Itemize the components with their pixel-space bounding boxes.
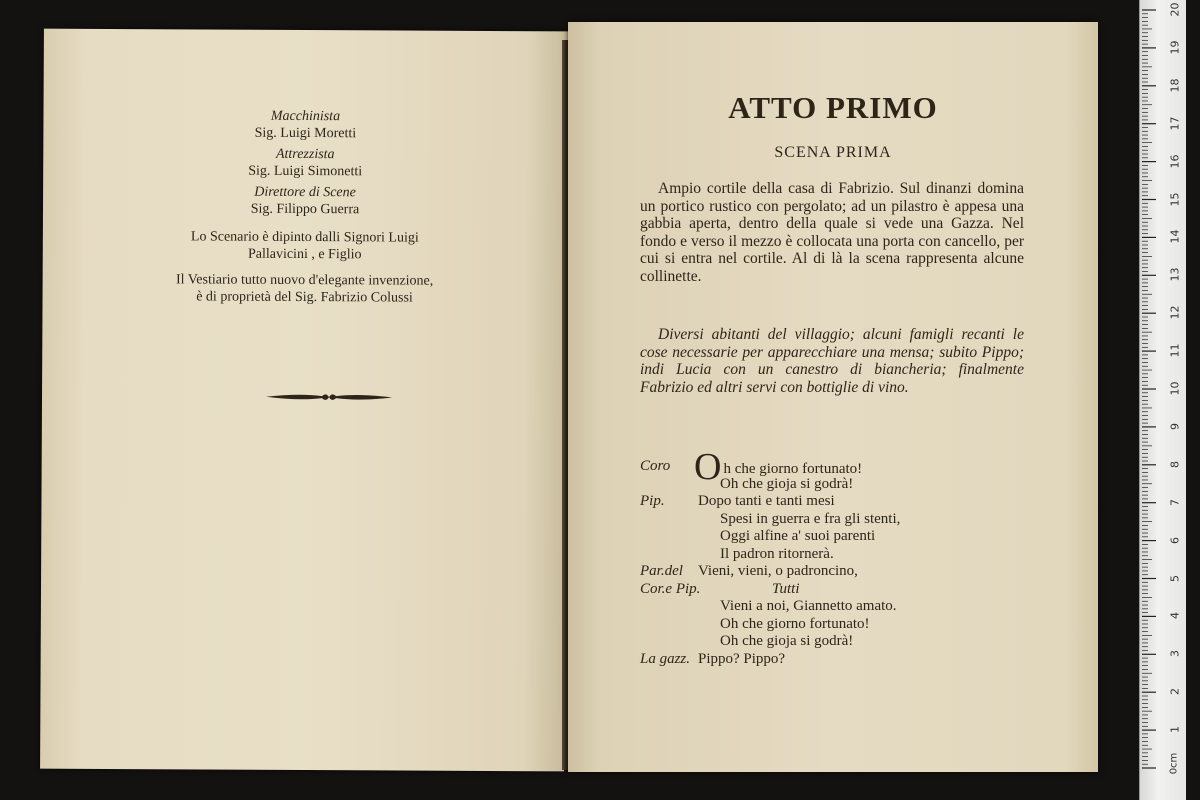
ruler-label: 20 bbox=[1168, 2, 1182, 17]
vestiario-line: Il Vestiario tutto nuovo d'elegante invenzione, bbox=[175, 272, 434, 289]
speaker: Cor.e Pip. bbox=[640, 580, 701, 597]
credit-role: Direttore di Scene bbox=[254, 184, 356, 201]
ruler-label: 8 bbox=[1168, 460, 1182, 468]
scenario-line: Pallavicini , e Figlio bbox=[247, 246, 362, 263]
ruler-label: 14 bbox=[1168, 229, 1182, 244]
ruler-label: 1 bbox=[1168, 726, 1182, 734]
credit-macchinista bbox=[43, 107, 567, 144]
line-text: Oh che gioja si godrà! bbox=[720, 633, 854, 649]
credit-attrezzista bbox=[43, 145, 567, 182]
speaker: Par.del bbox=[640, 563, 683, 579]
verse-line bbox=[640, 633, 1040, 651]
credit-name: Sig. Luigi Moretti bbox=[254, 125, 357, 142]
line-text-rest: h che giorno fortunato! bbox=[723, 461, 863, 477]
ruler-label: 3 bbox=[1168, 650, 1182, 658]
ruler-label: 16 bbox=[1168, 154, 1182, 169]
ruler-label: 19 bbox=[1168, 40, 1182, 55]
credit-direttore bbox=[43, 183, 567, 220]
ruler-label: 18 bbox=[1168, 78, 1182, 93]
ruler-label: 17 bbox=[1168, 116, 1182, 131]
verse-block bbox=[640, 446, 1040, 668]
ruler-label: 10 bbox=[1168, 381, 1182, 396]
line-text: Dopo tanti e tanti mesi bbox=[698, 493, 835, 509]
speaker: Coro bbox=[640, 458, 671, 474]
scene-title: SCENA PRIMA bbox=[774, 144, 892, 161]
ruler-label: 15 bbox=[1168, 192, 1182, 206]
credit-name: Sig. Filippo Guerra bbox=[250, 201, 360, 218]
ruler-label: 4 bbox=[1168, 612, 1182, 620]
ruler-label: 12 bbox=[1168, 305, 1182, 320]
verse-line bbox=[640, 476, 1040, 494]
ruler-label: 6 bbox=[1168, 536, 1182, 544]
scenario-note bbox=[43, 228, 567, 265]
line-text: Oh che gioja si godrà! bbox=[720, 475, 854, 492]
credit-name: Sig. Luigi Simonetti bbox=[248, 163, 363, 180]
speaker: La gazz. bbox=[640, 650, 691, 667]
line-text: Oh che giorno fortunato! bbox=[720, 615, 870, 632]
scenario-line: Lo Scenario è dipinto dalli Signori Luigi bbox=[190, 229, 419, 246]
act-title: ATTO PRIMO bbox=[728, 90, 938, 125]
ruler-label: 9 bbox=[1168, 422, 1182, 430]
line-text: Vieni a noi, Giannetto amato. bbox=[720, 598, 897, 614]
verse-line bbox=[640, 651, 1040, 669]
ruler-label: 5 bbox=[1168, 574, 1182, 582]
line-text: Spesi in guerra e fra gli stenti, bbox=[720, 510, 901, 527]
verse-line bbox=[640, 511, 1040, 529]
left-page bbox=[40, 29, 568, 772]
ruler-label: 13 bbox=[1168, 267, 1182, 282]
ruler-label: 11 bbox=[1168, 343, 1182, 358]
verse-line bbox=[640, 598, 1040, 616]
measurement-ruler bbox=[1139, 0, 1186, 800]
right-page bbox=[568, 22, 1098, 772]
verse-line bbox=[640, 493, 1040, 511]
line-text: Vieni, vieni, o padroncino, bbox=[698, 563, 858, 579]
vestiario-note bbox=[42, 271, 566, 308]
vestiario-line: è di proprietà del Sig. Fabrizio Colussi bbox=[196, 289, 413, 306]
drop-cap: O bbox=[694, 446, 722, 488]
ruler-unit: 0cm bbox=[1168, 752, 1180, 775]
ruler-label: 7 bbox=[1168, 498, 1182, 506]
speaker: Pip. bbox=[640, 493, 665, 509]
line-text: Tutti bbox=[772, 580, 800, 597]
verse-line bbox=[640, 546, 1040, 564]
line-text: Pippo? Pippo? bbox=[698, 650, 786, 667]
cast-direction: Diversi abitanti del villaggio; alcuni famigli recanti le cose necessarie per apparecchiare una mensa; subito Pippo; indi Lucia con un canestro di biancheria; finalmente Fabrizio ed altri servi con bottiglie di vino. bbox=[640, 326, 1024, 396]
credit-role: Macchinista bbox=[270, 108, 341, 125]
credit-role: Attrezzista bbox=[275, 146, 335, 163]
ruler-label: 2 bbox=[1168, 688, 1182, 696]
line-text: Il padron ritornerà. bbox=[720, 545, 834, 562]
ornament-divider-icon bbox=[264, 390, 394, 405]
verse-line bbox=[640, 528, 1040, 546]
verse-line bbox=[640, 616, 1040, 634]
stage-direction: Ampio cortile della casa di Fabrizio. Sul dinanzi domina un portico rustico con pergolato; ad un pilastro è appesa una gabbia aperta, dentro della quale si vede una Gazza. Nel fondo e verso il mezzo è collocata una porta con cancello, per cui si entra nel cortile. Al di là la scena rappresenta alcune collinette. bbox=[640, 180, 1024, 285]
verse-line bbox=[640, 563, 1040, 581]
verse-line bbox=[640, 581, 1040, 599]
line-text: Oggi alfine a' suoi parenti bbox=[720, 528, 876, 544]
